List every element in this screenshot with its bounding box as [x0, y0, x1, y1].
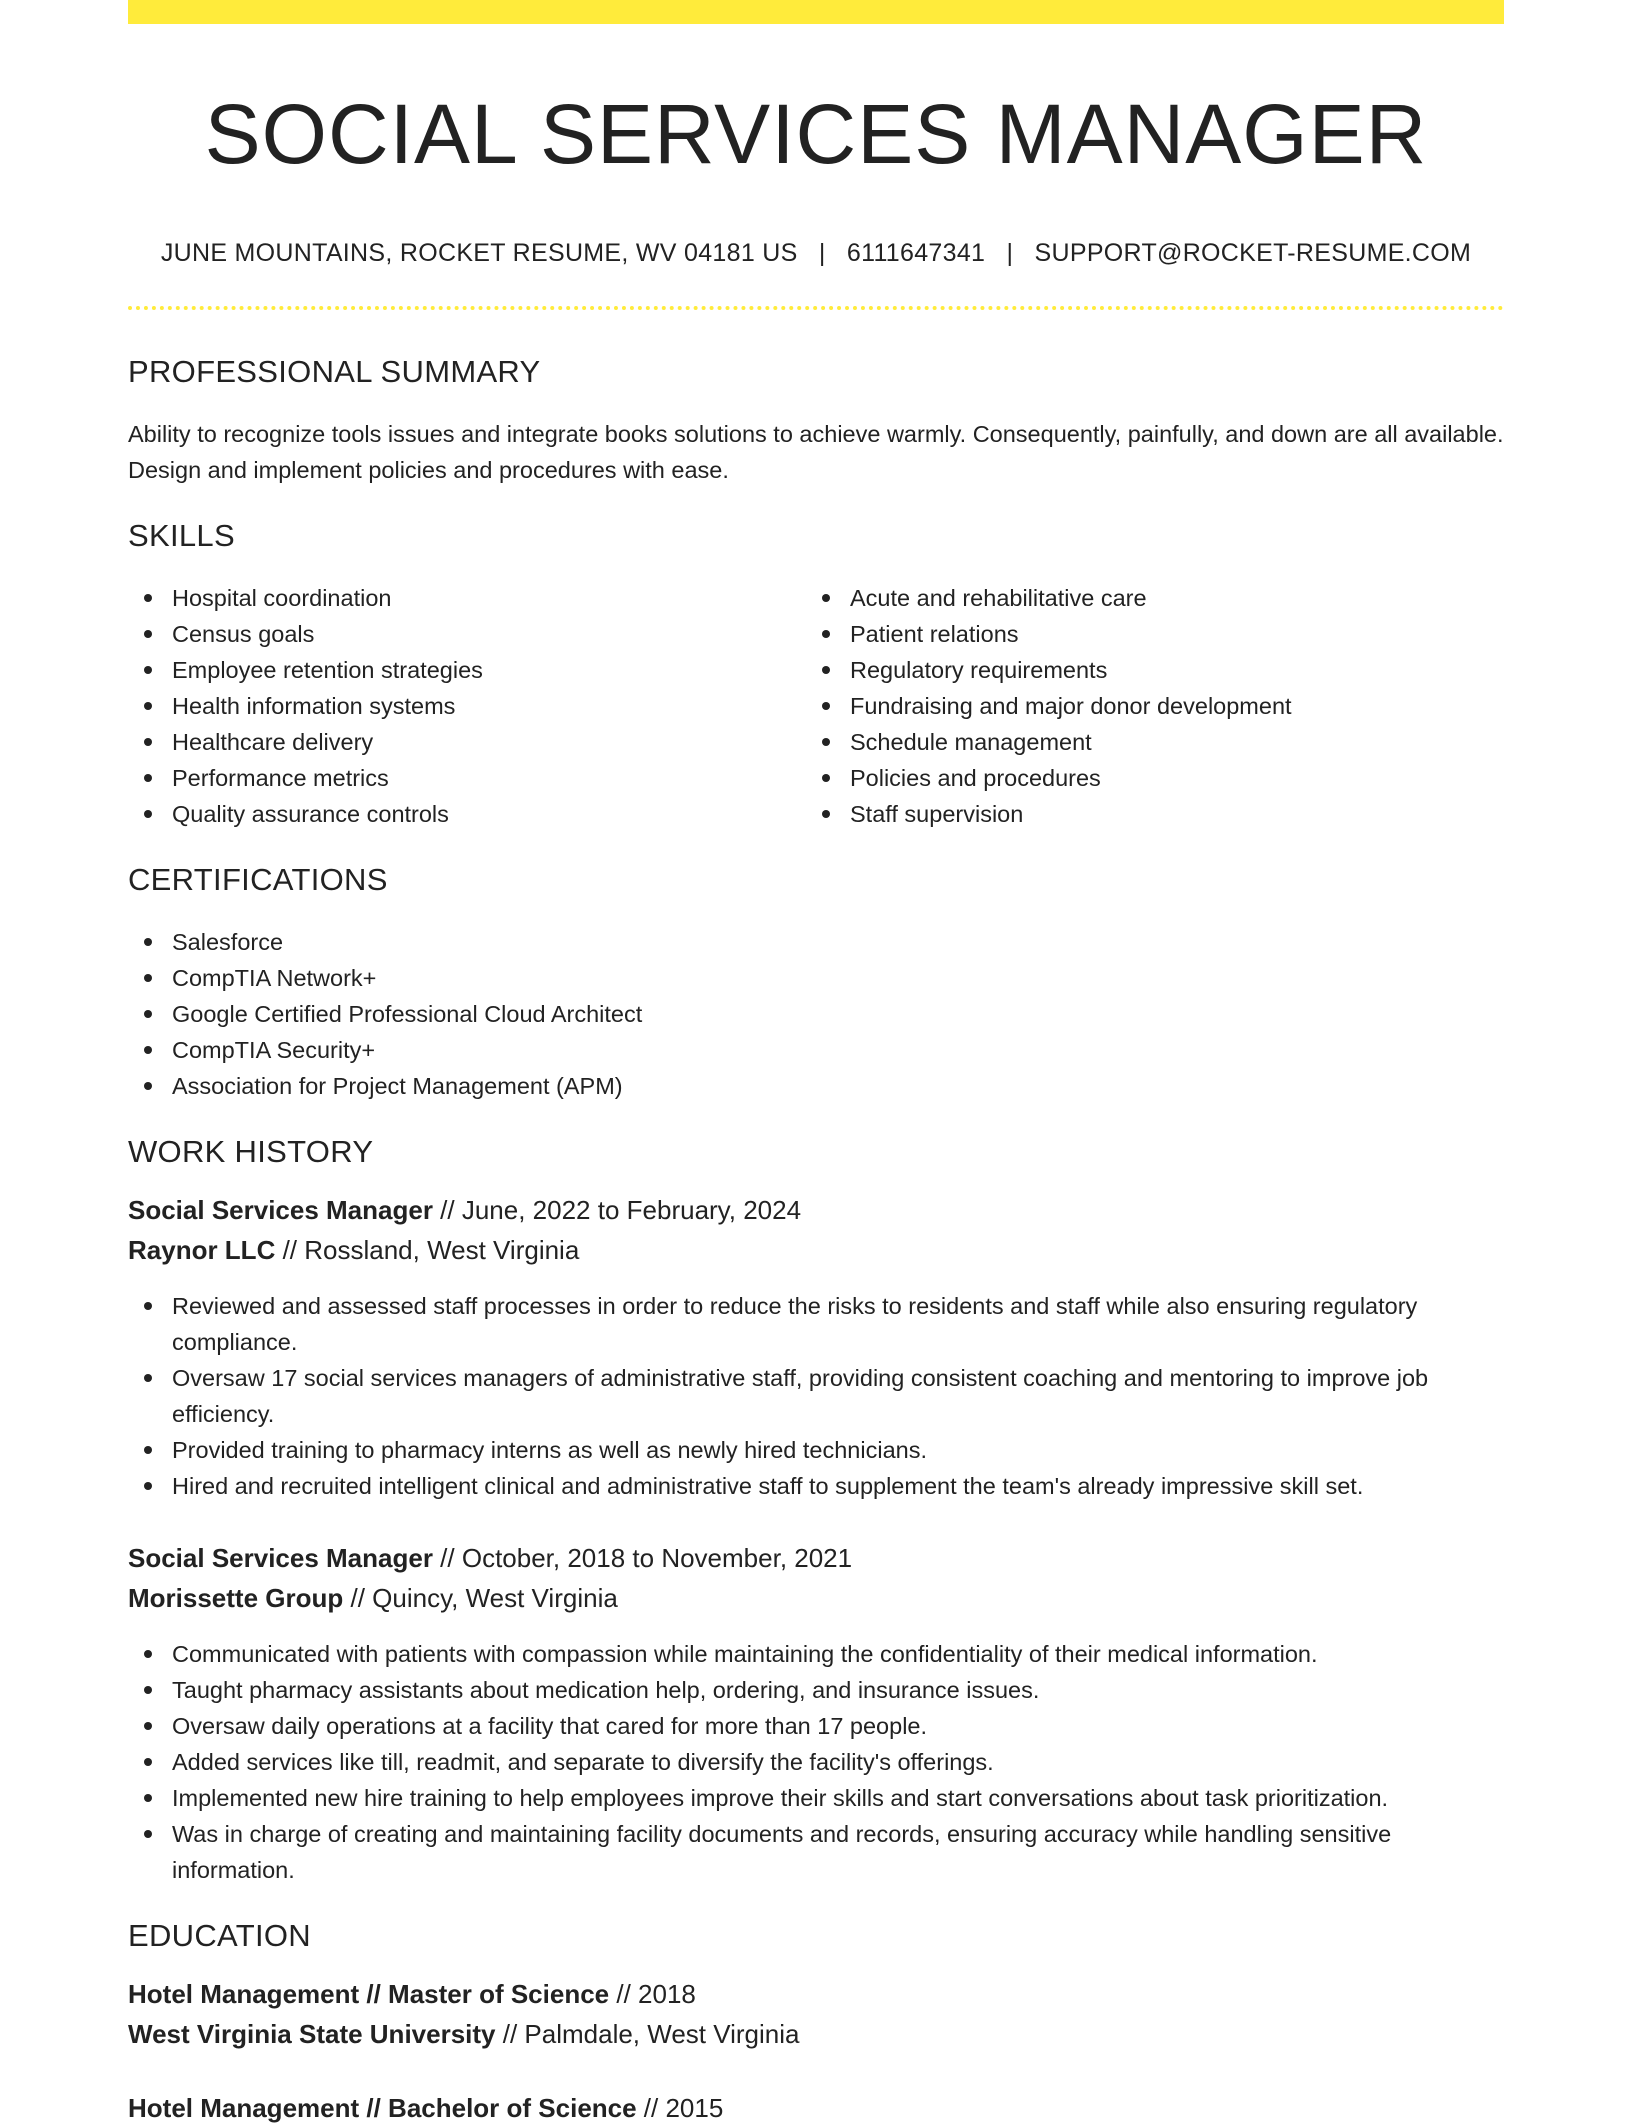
education-degree: Hotel Management // Bachelor of Science	[128, 2092, 637, 2123]
skill-label: Staff supervision	[850, 800, 1024, 827]
bullet-icon	[144, 810, 152, 818]
bullet-icon	[144, 1650, 152, 1658]
list-item	[806, 724, 1484, 760]
job-location: // Rossland, West Virginia	[275, 1234, 580, 1265]
list-item	[128, 1432, 1504, 1468]
bullet-icon	[822, 630, 830, 638]
certification-label: Association for Project Management (APM)	[172, 1072, 623, 1099]
summary-heading: PROFESSIONAL SUMMARY	[128, 353, 541, 389]
work-history-heading: WORK HISTORY	[128, 1133, 374, 1169]
job-duties-list	[128, 1636, 1504, 1888]
certification-label: Salesforce	[172, 928, 284, 955]
certification-label: CompTIA Network+	[172, 964, 377, 991]
skill-label: Health information systems	[172, 692, 456, 719]
duty-text: Hired and recruited intelligent clinical and administrative staff to supplement the team's already impressive skill set.	[172, 1472, 1364, 1499]
education-entry	[128, 2088, 1504, 2128]
duty-text: Added services like till, readmit, and separate to diversify the facility's offerings.	[172, 1748, 994, 1775]
bullet-icon	[822, 774, 830, 782]
skills-list-left	[128, 580, 806, 832]
list-item	[806, 760, 1484, 796]
contact-phone: 6111647341	[846, 238, 986, 267]
bullet-icon	[144, 974, 152, 982]
job-company-line	[128, 1230, 1504, 1270]
skill-label: Performance metrics	[172, 764, 389, 791]
education-degree-line	[128, 2088, 1504, 2128]
bullet-icon	[144, 666, 152, 674]
contact-email: SUPPORT@ROCKET-RESUME.COM	[1034, 238, 1472, 267]
duty-text: Implemented new hire training to help employees improve their skills and start conversations about task prioritization.	[172, 1784, 1389, 1811]
job-dates: // June, 2022 to February, 2024	[432, 1194, 802, 1225]
resume-page	[128, 0, 1504, 2128]
bullet-icon	[144, 1046, 152, 1054]
list-item	[128, 1636, 1504, 1672]
job-company-line	[128, 1578, 1504, 1618]
contact-line	[128, 239, 1504, 268]
contact-separator: |	[1006, 238, 1014, 267]
list-item	[128, 960, 1504, 996]
job-role: Social Services Manager	[128, 1542, 433, 1573]
job-company: Morissette Group	[128, 1582, 344, 1613]
skill-label: Healthcare delivery	[172, 728, 374, 755]
skills-heading: SKILLS	[128, 517, 235, 553]
bullet-icon	[144, 1758, 152, 1766]
list-item	[128, 1068, 1504, 1104]
bullet-icon	[822, 810, 830, 818]
skill-label: Regulatory requirements	[850, 656, 1108, 683]
bullet-icon	[144, 630, 152, 638]
list-item	[128, 1780, 1504, 1816]
bullet-icon	[144, 594, 152, 602]
bullet-icon	[144, 1302, 152, 1310]
list-item	[128, 616, 806, 652]
education-degree-line	[128, 1974, 1504, 2014]
list-item	[128, 760, 806, 796]
duty-text: Provided training to pharmacy interns as well as newly hired technicians.	[172, 1436, 927, 1463]
education-school-line	[128, 2014, 1504, 2054]
education-year: // 2015	[636, 2092, 724, 2123]
list-item	[128, 580, 806, 616]
bullet-icon	[144, 1482, 152, 1490]
skill-label: Quality assurance controls	[172, 800, 449, 827]
bullet-icon	[144, 938, 152, 946]
bullet-icon	[144, 1374, 152, 1382]
list-item	[128, 924, 1504, 960]
bullet-icon	[144, 738, 152, 746]
resume-title: SOCIAL SERVICES MANAGER	[204, 87, 1428, 181]
duty-text: Reviewed and assessed staff processes in order to reduce the risks to residents and staff while also ensuring regulatory compliance.	[172, 1292, 1418, 1355]
list-item	[128, 1672, 1504, 1708]
bullet-icon	[144, 1010, 152, 1018]
job-title-line	[128, 1190, 1504, 1230]
list-item	[128, 1360, 1504, 1432]
list-item	[128, 796, 806, 832]
skill-label: Employee retention strategies	[172, 656, 483, 683]
bullet-icon	[822, 738, 830, 746]
education-school: West Virginia State University	[128, 2018, 496, 2049]
certification-label: CompTIA Security+	[172, 1036, 376, 1063]
list-item	[128, 688, 806, 724]
skill-label: Schedule management	[850, 728, 1092, 755]
skill-label: Patient relations	[850, 620, 1019, 647]
list-item	[806, 616, 1484, 652]
list-item	[128, 1816, 1504, 1888]
job-role: Social Services Manager	[128, 1194, 433, 1225]
skills-grid	[128, 580, 1504, 832]
education-heading: EDUCATION	[128, 1917, 311, 1953]
list-item	[806, 580, 1484, 616]
list-item	[128, 1288, 1504, 1360]
bullet-icon	[144, 1830, 152, 1838]
list-item	[128, 652, 806, 688]
job-title-line	[128, 1538, 1504, 1578]
summary-text: Ability to recognize tools issues and integrate books solutions to achieve warmly. Consequently, painfully, and down are all available. Design and implement policies and procedures with ease.	[128, 420, 1504, 483]
bullet-icon	[144, 1686, 152, 1694]
job-entry	[128, 1190, 1504, 1504]
education-degree: Hotel Management // Master of Science	[128, 1978, 610, 2009]
list-item	[128, 1708, 1504, 1744]
bullet-icon	[822, 594, 830, 602]
skill-label: Fundraising and major donor development	[850, 692, 1292, 719]
list-item	[128, 996, 1504, 1032]
certifications-heading: CERTIFICATIONS	[128, 861, 388, 897]
skill-label: Policies and procedures	[850, 764, 1101, 791]
bullet-icon	[144, 702, 152, 710]
dotted-divider	[128, 306, 1504, 310]
skills-list-right	[806, 580, 1484, 832]
skill-label: Census goals	[172, 620, 315, 647]
education-year: // 2018	[609, 1978, 696, 2009]
contact-address: JUNE MOUNTAINS, ROCKET RESUME, WV 04181 US	[160, 238, 798, 267]
contact-separator: |	[818, 238, 826, 267]
accent-top-bar	[128, 0, 1504, 24]
job-location: // Quincy, West Virginia	[343, 1582, 618, 1613]
certifications-list	[128, 924, 1504, 1104]
duty-text: Taught pharmacy assistants about medication help, ordering, and insurance issues.	[172, 1676, 1040, 1703]
duty-text: Was in charge of creating and maintaining facility documents and records, ensuring accuracy while handling sensitive information.	[172, 1820, 1392, 1883]
job-dates: // October, 2018 to November, 2021	[432, 1542, 853, 1573]
skill-label: Hospital coordination	[172, 584, 392, 611]
list-item	[128, 1744, 1504, 1780]
list-item	[128, 724, 806, 760]
certification-label: Google Certified Professional Cloud Architect	[172, 1000, 643, 1027]
education-entry	[128, 1974, 1504, 2054]
bullet-icon	[144, 1722, 152, 1730]
list-item	[128, 1032, 1504, 1068]
list-item	[806, 796, 1484, 832]
bullet-icon	[144, 774, 152, 782]
list-item	[806, 688, 1484, 724]
list-item	[128, 1468, 1504, 1504]
job-company: Raynor LLC	[128, 1234, 276, 1265]
education-location: // Palmdale, West Virginia	[495, 2018, 800, 2049]
bullet-icon	[144, 1082, 152, 1090]
job-entry	[128, 1538, 1504, 1888]
duty-text: Oversaw 17 social services managers of administrative staff, providing consistent coaching and mentoring to improve job efficiency.	[172, 1364, 1429, 1427]
job-duties-list	[128, 1288, 1504, 1504]
duty-text: Oversaw daily operations at a facility that cared for more than 17 people.	[172, 1712, 928, 1739]
bullet-icon	[144, 1446, 152, 1454]
skill-label: Acute and rehabilitative care	[850, 584, 1147, 611]
bullet-icon	[822, 666, 830, 674]
bullet-icon	[144, 1794, 152, 1802]
bullet-icon	[822, 702, 830, 710]
duty-text: Communicated with patients with compassion while maintaining the confidentiality of their medical information.	[172, 1640, 1318, 1667]
list-item	[806, 652, 1484, 688]
